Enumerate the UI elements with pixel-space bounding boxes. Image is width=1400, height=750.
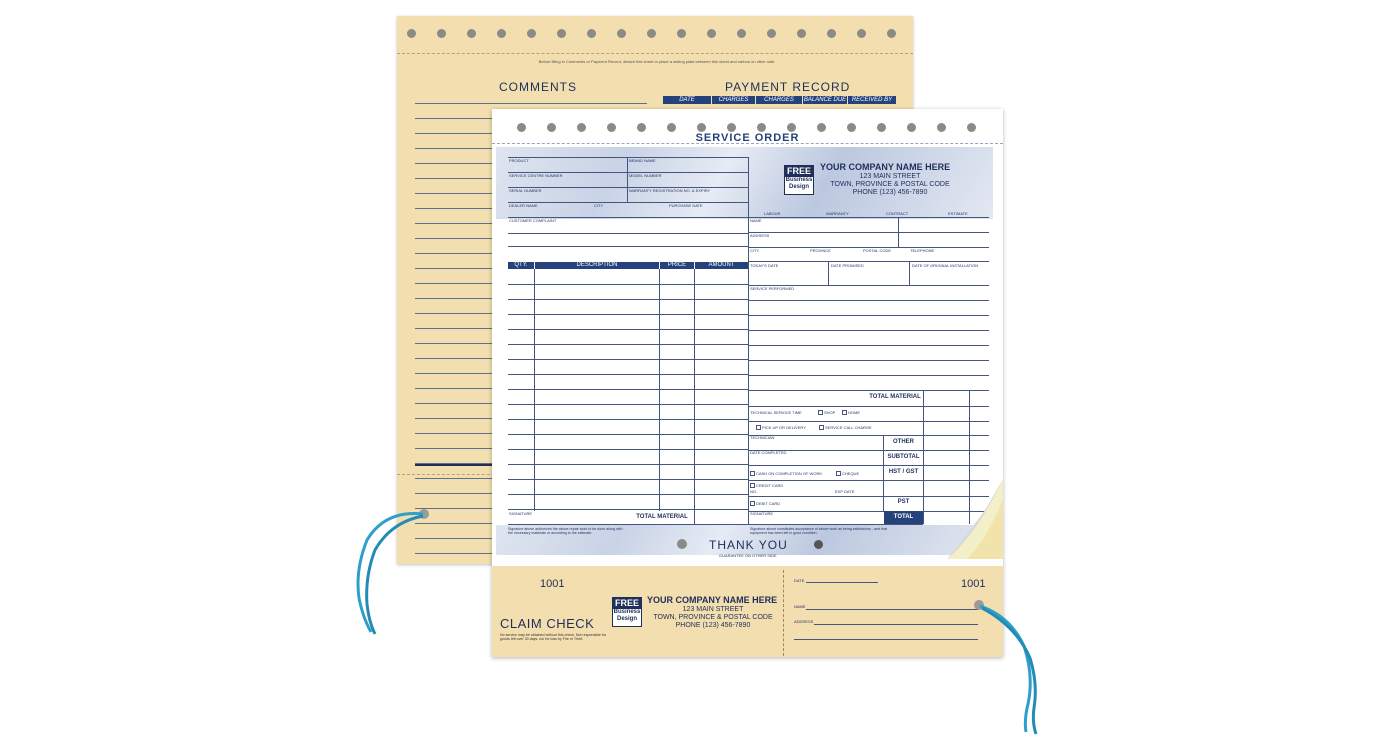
punch-hole [677,29,686,38]
claim-company-phone: PHONE (123) 456-7890 [675,622,751,629]
date-completed-label: DATE COMPLETED [750,450,787,455]
item-row-line [508,494,748,495]
service-line [748,300,989,301]
pickup-checkbox[interactable] [756,425,761,430]
col-amount: AMOUNT [695,262,748,269]
debit-card-checkbox[interactable] [750,501,755,506]
other-label: OTHER [893,439,914,445]
punch-hole [467,29,476,38]
field-serial-number: SERIAL NUMBER [509,188,542,193]
punch-hole [697,123,706,132]
field-address: ADDRESS [750,233,770,238]
col-price: PRICE [660,262,694,269]
exp-date-label: EXP DATE [835,489,855,494]
technical-service-time: TECHNICAL SERVICE TIME [750,410,802,415]
item-row-line [508,404,748,405]
payment-col-date: DATE [663,96,711,104]
item-row-line [508,449,748,450]
claim-company-city: TOWN, PROVINCE & POSTAL CODE [653,614,773,621]
punch-hole [637,123,646,132]
service-call-checkbox[interactable] [819,425,824,430]
back-note: Before filling in Comments or Payment Record, detach this sheet or place a writing plate between this sheet and carbon on other side. [538,59,776,64]
form-title: SERVICE ORDER [695,132,800,144]
punch-hole [827,29,836,38]
punch-hole [757,123,766,132]
punch-hole [577,123,586,132]
cash-label: CASH ON COMPLETION OF WORK [756,471,823,476]
claim-company-name: YOUR COMPANY NAME HERE [647,595,778,605]
payment-col-balance-due: BALANCE DUE [803,97,847,103]
left-total-material: TOTAL MATERIAL [636,514,688,520]
item-row-line [508,314,748,315]
punch-hole [787,123,796,132]
item-row-line [508,479,748,480]
item-row-line [508,374,748,375]
technician-label: TECHNICIAN [750,435,775,440]
debit-card-label: DEBIT CARD [756,501,781,506]
home-checkbox[interactable] [842,410,847,415]
job-warranty: WARRANTY [826,211,849,216]
punch-hole [617,29,626,38]
disclaimer-left: Signature above authorizes the above repair work to be done along with the necessary materials or according to the estimate. [508,527,623,535]
field-customer-complaint: CUSTOMER COMPLAINT [509,218,557,223]
field-province: PROVINCE [810,248,831,253]
punch-hole [707,29,716,38]
punch-hole [857,29,866,38]
field-service-performed: SERVICE PERFORMED [750,286,795,291]
field-postal-code: POSTAL CODE [863,248,892,253]
disclaimer-right: Signature above constitutes acceptance of above work as being satisfactory - and that equipment has been left in good condition. [750,527,888,535]
punch-hole [967,123,976,132]
item-row-line [508,359,748,360]
free-business-design-badge: FREE Business Design [784,165,814,195]
punch-hole [587,29,596,38]
punch-hole [937,123,946,132]
punch-hole [527,29,536,38]
payment-record-title: PAYMENT RECORD [725,80,851,94]
service-line [748,330,989,331]
punch-hole [887,29,896,38]
service-call-label: SERVICE CALL CHARGE [825,425,872,430]
string-hole [677,539,687,549]
service-line [748,360,989,361]
field-city: CITY [594,203,604,208]
punch-hole [907,123,916,132]
item-row-line [508,299,748,300]
col-description: DESCRIPTION [535,262,659,269]
field-service-centre: SERVICE CENTRE NUMBER [509,173,563,178]
job-labour: LABOUR [764,211,781,216]
punch-hole [437,29,446,38]
company-name: YOUR COMPANY NAME HERE [820,162,951,172]
hst-gst-label: HST / GST [888,469,919,475]
page-curl [947,479,1003,559]
service-line [748,315,989,316]
field-product: PRODUCT [509,158,529,163]
punch-hole [407,29,416,38]
punch-hole [557,29,566,38]
item-row-line [508,329,748,330]
pst-label: PST [897,499,910,505]
comments-title: COMMENTS [499,80,577,94]
field-original-installation: DATE OF ORIGINAL INSTALLATION [912,263,979,268]
punch-hole [767,29,776,38]
claim-address-label: ADDRESS [794,619,814,624]
field-model-number: MODEL NUMBER [629,173,662,178]
guarantee-note: GUARANTEE ON OTHER SIDE [719,553,777,558]
service-line [748,390,989,391]
item-row-line [508,284,748,285]
service-line [748,345,989,346]
card-number-label: NO. [750,489,758,494]
punch-hole [847,123,856,132]
payment-col-charges-2: CHARGES [756,96,802,104]
punch-hole [647,29,656,38]
shop-label: SHOP [824,410,836,415]
signature-label: SIGNATURE [750,511,774,516]
claim-name-label: NAME [794,604,806,609]
credit-card-label: CREDIT CARD [756,483,784,488]
company-street: 123 MAIN STREET [859,173,921,180]
perforation [397,53,913,54]
claim-number-right: 1001 [961,578,986,590]
claim-perforation [783,570,784,656]
totals-line [748,421,989,422]
grommet [814,540,823,549]
item-row-line [508,344,748,345]
payment-col-charges: CHARGES [712,96,755,104]
item-row-line [508,464,748,465]
claim-check-note: No service may be obtained without this check. Not responsible for goods left over 30 days, nor for loss by Fire or Theft. [500,633,607,641]
punch-hole [607,123,616,132]
punch-hole [727,123,736,132]
thank-you: THANK YOU [709,538,788,552]
job-estimate: ESTIMATE [948,211,968,216]
punch-hole [737,29,746,38]
punch-hole [667,123,676,132]
service-line [748,375,989,376]
claim-company-street: 123 MAIN STREET [682,606,744,613]
field-purchase-date: PURCHASE DATE [669,203,703,208]
field-todays-date: TODAY'S DATE [750,263,779,268]
field-name: NAME [750,218,762,223]
punch-hole [497,29,506,38]
free-business-design-badge: FREE Business Design [612,597,642,627]
totals-line [748,435,989,436]
punch-hole [817,123,826,132]
payment-col-received-by: RECEIVED BY [848,96,896,104]
punch-hole [877,123,886,132]
field-brand-name: BRAND NAME [629,158,656,163]
total-material-label: TOTAL MATERIAL [869,394,921,400]
field-dealer-name: DEALER NAME [509,203,538,208]
home-label: HOME [848,410,860,415]
item-row-line [508,419,748,420]
blue-string-right [970,596,1060,736]
cheque-checkbox[interactable] [836,471,841,476]
field-date-promised: DATE PROMISED [831,263,864,268]
col-qty: QTY. [508,262,534,269]
field-telephone: TELEPHONE [910,248,935,253]
item-row-line [508,389,748,390]
totals-line [748,465,989,466]
job-contract: CONTRACT [886,211,909,216]
punch-hole [797,29,806,38]
comment-line [415,103,647,104]
total-label: TOTAL [884,511,923,524]
field-warranty: WARRANTY REGISTRATION NO. & EXPIRY [629,188,711,193]
item-row-line [508,434,748,435]
punch-hole [547,123,556,132]
company-phone: PHONE (123) 456-7890 [852,189,928,196]
left-signature-label: SIGNATURE [509,511,533,516]
credit-card-checkbox[interactable] [750,483,755,488]
claim-number-left: 1001 [540,578,565,590]
claim-check-stub [492,566,1003,657]
company-city: TOWN, PROVINCE & POSTAL CODE [830,181,950,188]
cheque-label: CHEQUE [842,471,860,476]
pickup-label: PICK UP OR DELIVERY [762,425,806,430]
cash-checkbox[interactable] [750,471,755,476]
field-customer-city: CITY [750,248,760,253]
claim-check-title: CLAIM CHECK [500,616,595,631]
blue-string-left [345,500,435,640]
shop-checkbox[interactable] [818,410,823,415]
punch-hole [517,123,526,132]
item-row-line [508,509,748,510]
totals-line [748,406,989,407]
subtotal-label: SUBTOTAL [887,454,920,460]
signature-rule [415,464,497,466]
claim-date-label: DATE [794,578,805,583]
